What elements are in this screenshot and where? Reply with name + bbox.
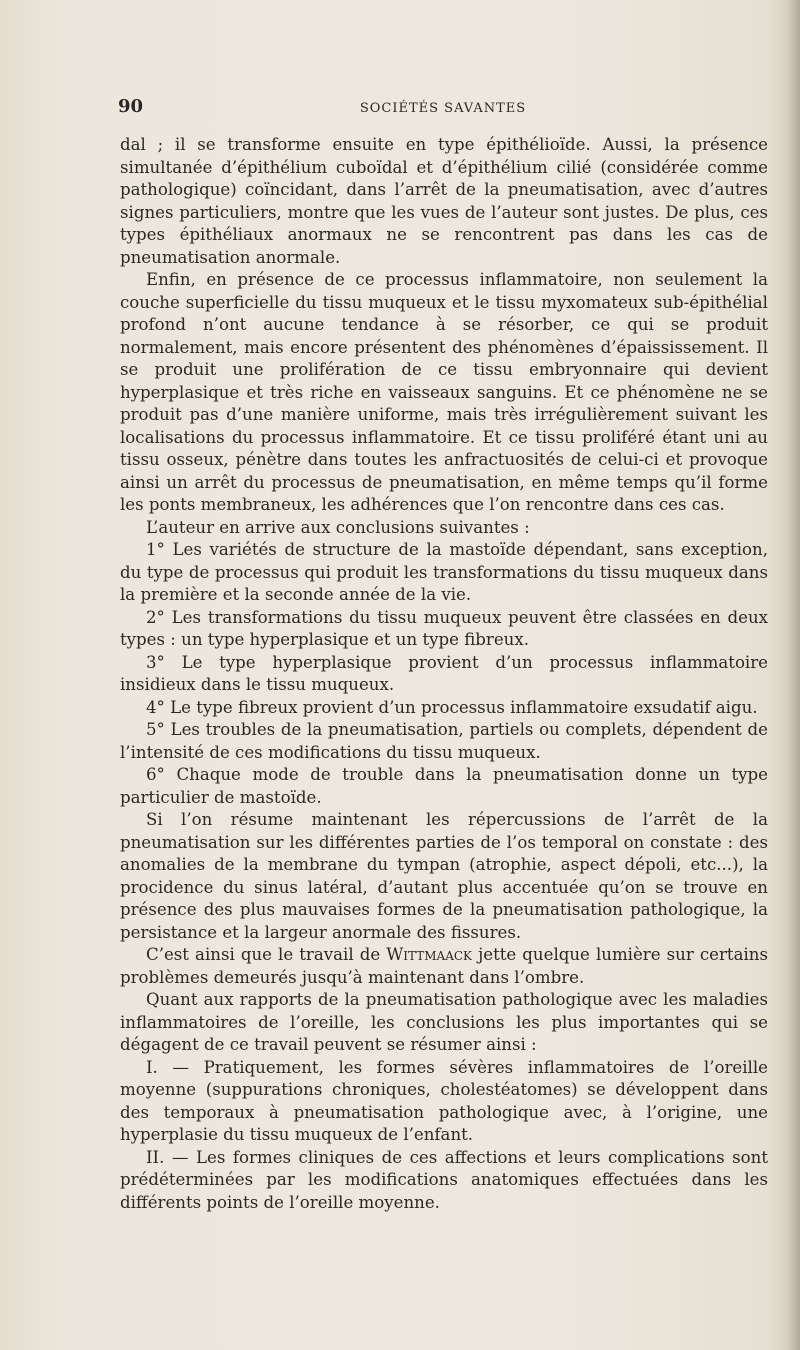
numbered-item: I. — Pratiquement, les formes sévères inflammatoires de l’oreille moyenne (suppurations chroniques, cholestéatomes) se développent dans des temporaux à pneumatisation pathologique avec, à l’origine, une hyperplasie du tissu muqueux de l’enfant. <box>120 1057 768 1144</box>
conclusion-item: 1° Les variétés de structure de la mastoïde dépendant, sans exception, du type de processus qui produit les transformations du tissu muqueux dans la première et la seconde année de la vie. <box>120 540 768 604</box>
numbered-item: II. — Les formes cliniques de ces affections et leurs complications sont prédéterminées par les modifications anatomiques effectuées dans les différents points de l’oreille moyenne. <box>120 1147 768 1212</box>
paragraph: Enfin, en présence de ce processus inflammatoire, non seulement la couche superficielle du tissu muqueux et le tissu myxomateux sub-épithélial profond n’ont aucune tendance à se résorber, ce qui se produit normalement, mais encore présentent des phénomènes d’épaississement. Il se produit une prolifération de ce tissu embryonnaire qui devient hyperplasique et très riche en vaisseaux sanguins. Et ce phénomène ne se produit pas d’une manière uniforme, mais très irrégulièrement suivant les localisations du processus inflammatoire. Et ce tissu proliféré étant uni au tissu osseux, pénètre dans toutes les anfractuosités de celui-ci et provoque ainsi un arrêt du processus de pneumatisation, en même temps qu’il forme les ponts membraneux, les adhérences que l’on rencontre dans ces cas. <box>120 270 768 514</box>
conclusion-item: 4° Le type fibreux provient d’un processus inflammatoire exsudatif aigu. <box>146 697 758 717</box>
paragraph: L’auteur en arrive aux conclusions suivantes : <box>146 517 530 537</box>
paragraph <box>120 944 768 989</box>
paragraph-text: C’est ainsi que le travail de <box>146 945 387 964</box>
conclusion-item: 6° Chaque mode de trouble dans la pneumatisation donne un type particulier de mastoïde. <box>120 765 768 807</box>
conclusion-item: 5° Les troubles de la pneumatisation, partiels ou complets, dépendent de l’intensité de ces modifications du tissu muqueux. <box>120 720 768 762</box>
paragraph-text: jette quelque lumière sur certains problèmes demeurés jusqu’à maintenant dans l’ombre. <box>120 945 768 987</box>
author-name: Wittmaack <box>386 945 473 964</box>
page-number: 90 <box>118 96 144 117</box>
conclusion-item: 3° Le type hyperplasique provient d’un processus inflammatoire insidieux dans le tissu muqueux. <box>120 652 768 694</box>
page-edge-shadow <box>786 0 800 1350</box>
conclusion-item: 2° Les transformations du tissu muqueux peuvent être classées en deux types : un type hyperplasique et un type fibreux. <box>120 607 768 649</box>
paragraph: Si l’on résume maintenant les répercussions de l’arrêt de la pneumatisation sur les différentes parties de l’os temporal on constate : des anomalies de la membrane du tympan (atrophie, aspect dépoli, etc...), la procidence du sinus latéral, d’autant plus accentuée qu’on se trouve en présence des plus mauvaises formes de la pneumatisation pathologique, la persistance et la largeur anormale des fissures. <box>120 810 768 942</box>
running-title: SOCIÉTÉS SAVANTES <box>359 101 527 116</box>
paragraph: Quant aux rapports de la pneumatisation pathologique avec les maladies inflammatoires de l’oreille, les conclusions les plus importantes qui se dégagent de ce travail peuvent se résumer ainsi : <box>120 990 768 1054</box>
paragraph: dal ; il se transforme ensuite en type épithélioïde. Aussi, la présence simultanée d’épithélium cuboïdal et d’épithélium cilié (considérée comme pathologique) coïncidant, dans l’arrêt de la pneumatisation, avec d’autres signes particuliers, montre que les vues de l’auteur sont justes. De plus, ces types épithéliaux anormaux ne se rencontrent pas dans les cas de pneumatisation anormale. <box>120 135 768 267</box>
body-text <box>120 134 768 1214</box>
page-header <box>118 96 768 122</box>
